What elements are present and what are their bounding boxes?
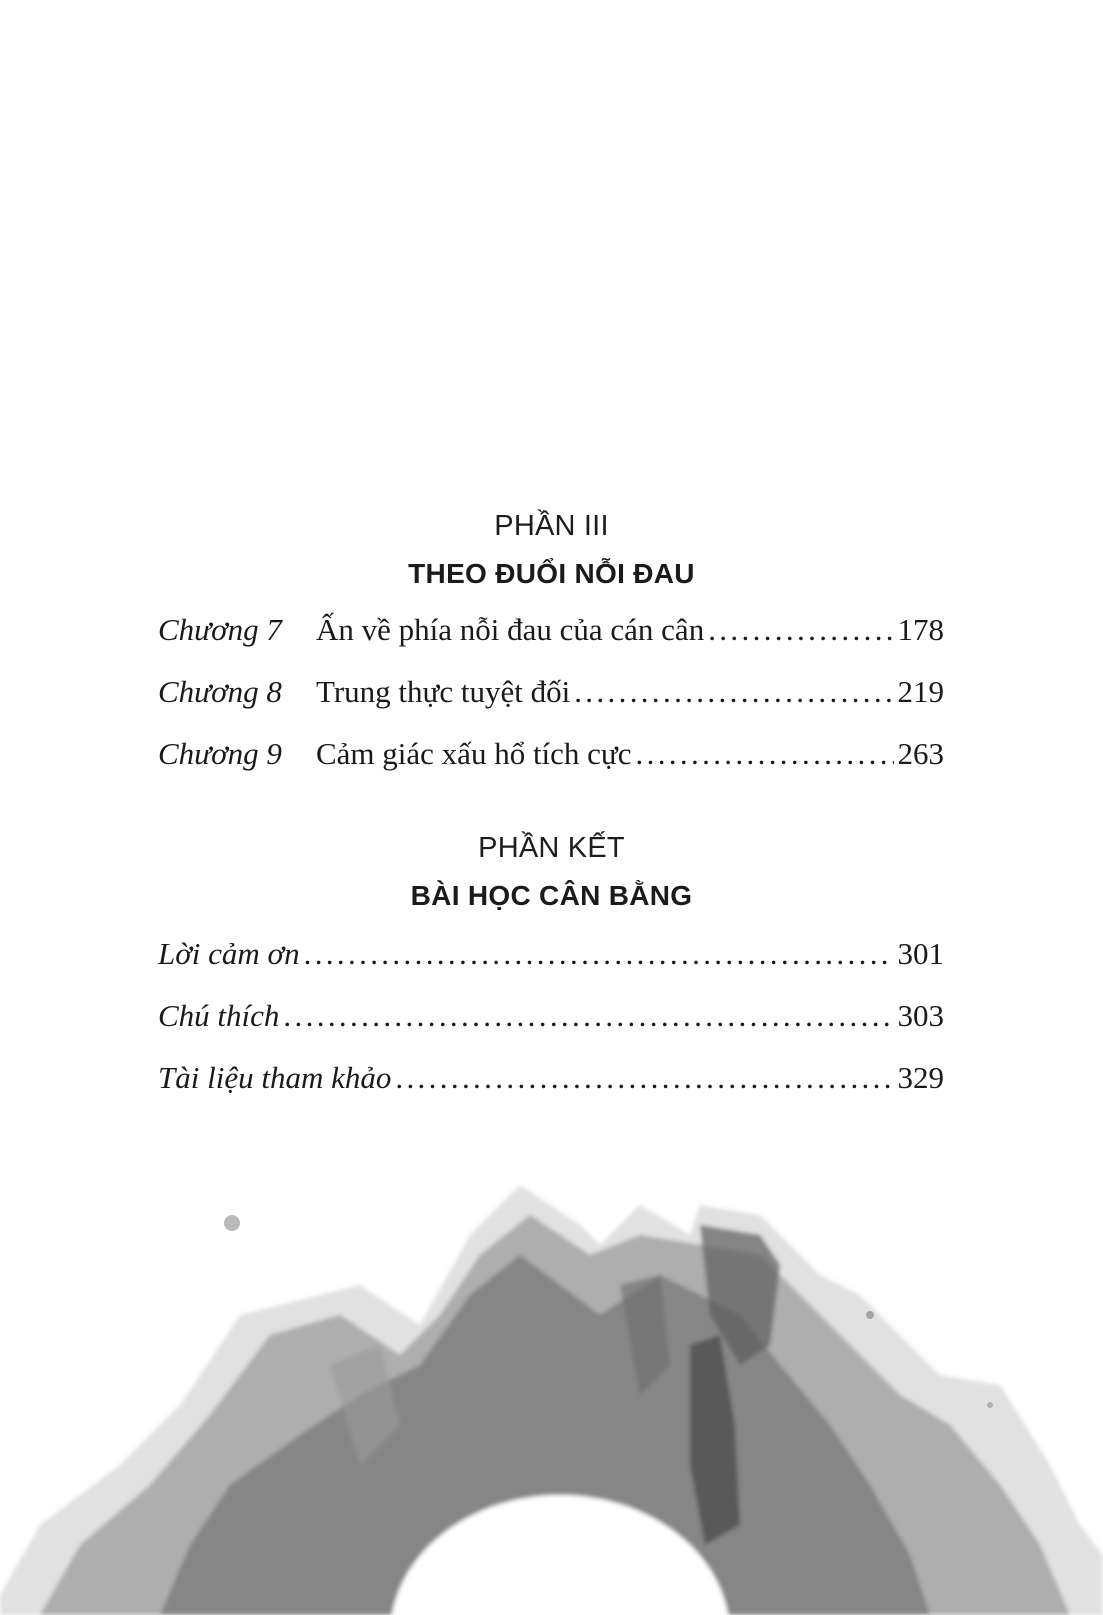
toc-chapter-number: Chương 9 <box>158 736 282 771</box>
epilogue-title: BÀI HỌC CÂN BẰNG <box>410 880 693 911</box>
toc-row-notes[interactable] <box>158 998 944 1042</box>
epilogue-label: PHẦN KẾT <box>478 832 625 864</box>
toc-row-references[interactable] <box>158 1060 944 1104</box>
toc-page-number: 303 <box>897 998 944 1033</box>
toc-page-number: 301 <box>897 936 944 971</box>
toc-entry-title: Ấn về phía nỗi đau của cán cân <box>316 612 705 647</box>
toc-entry-title: Trung thực tuyệt đối <box>316 674 571 709</box>
toc-dot-leader <box>283 998 893 1034</box>
toc-row-chapter-8[interactable] <box>158 674 944 718</box>
part-3-title: THEO ĐUỔI NỖI ĐAU <box>408 558 695 589</box>
part-3-label: PHẦN III <box>494 510 609 542</box>
toc-page-number: 178 <box>897 612 944 647</box>
toc-page-number: 329 <box>897 1060 944 1095</box>
toc-dot-leader <box>708 612 893 648</box>
toc-entry-title: Lời cảm ơn <box>158 936 300 971</box>
toc-entry-title: Cảm giác xấu hổ tích cực <box>316 736 632 771</box>
toc-row-acknowledgements[interactable] <box>158 936 944 980</box>
toc-chapter-number: Chương 8 <box>158 674 282 709</box>
toc-entry-title: Tài liệu tham khảo <box>158 1060 392 1095</box>
toc-entry-title: Chú thích <box>158 998 280 1033</box>
toc-dot-leader <box>636 736 894 772</box>
toc-dot-leader <box>395 1060 893 1096</box>
toc-page-number: 219 <box>897 674 944 709</box>
toc-chapter-number: Chương 7 <box>158 612 282 647</box>
toc-row-chapter-7[interactable] <box>158 612 944 656</box>
ink-wash-arc-illustration <box>0 1165 1103 1615</box>
toc-dot-leader <box>574 674 893 710</box>
toc-row-chapter-9[interactable] <box>158 736 944 780</box>
toc-page-number: 263 <box>897 736 944 771</box>
toc-dot-leader <box>304 936 894 972</box>
